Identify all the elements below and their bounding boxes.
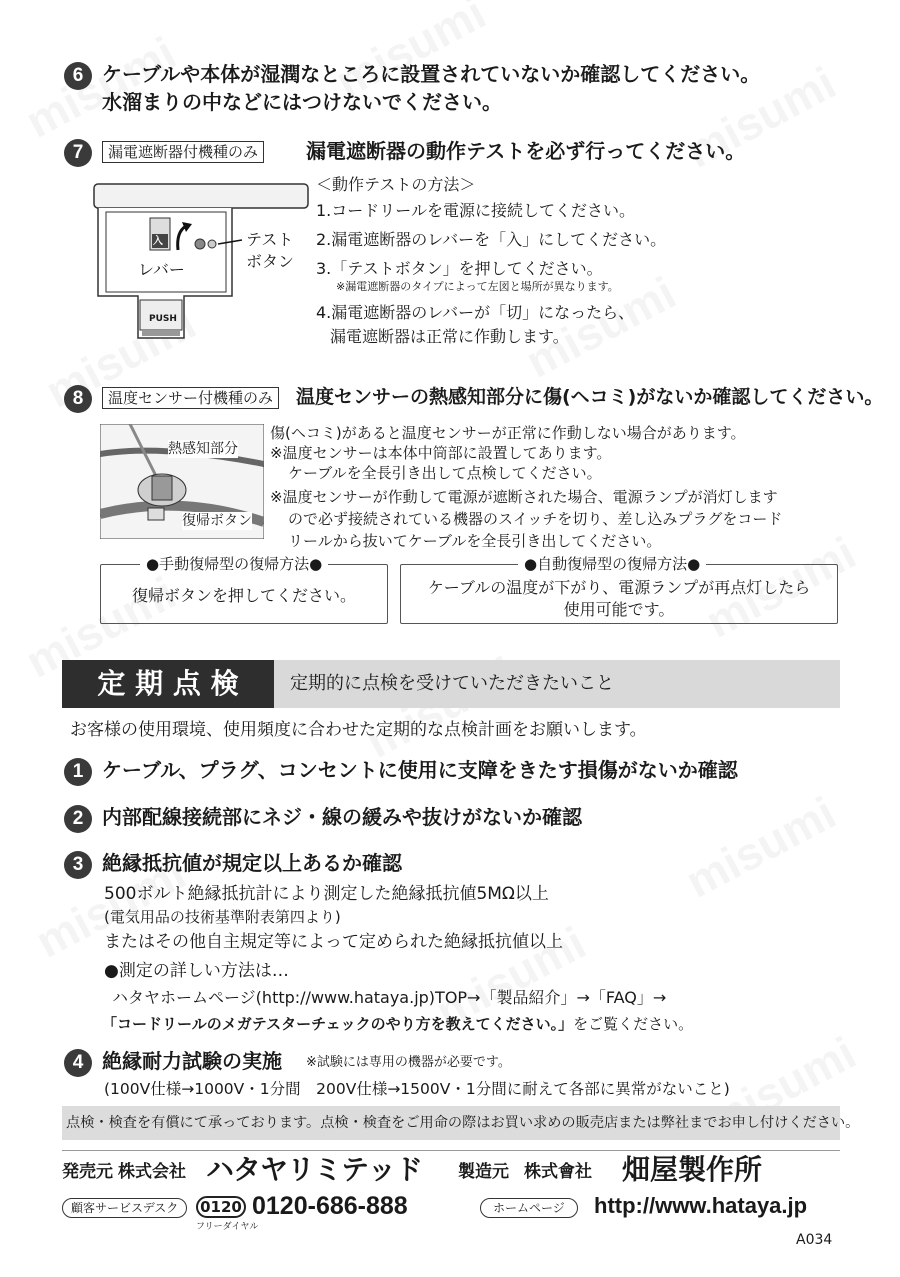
footer-divider bbox=[62, 1150, 840, 1151]
section8-para-1: 傷(ヘコミ)があると温度センサーが正常に作動しない場合があります。 bbox=[270, 424, 746, 442]
homepage-label: ホームページ bbox=[480, 1198, 578, 1218]
periodic-item-4: 絶縁耐力試験の実施 bbox=[102, 1049, 282, 1073]
maker-logo: 畑屋製作所 bbox=[622, 1153, 763, 1186]
watermark bbox=[677, 785, 845, 908]
fig-sensor-label: 熱感知部分 bbox=[168, 441, 238, 457]
section8-para-5: ので必ず接続されている機器のスイッチを切り、差し込みプラグをコード bbox=[288, 510, 783, 528]
method-title: ＜動作テストの方法＞ bbox=[316, 175, 476, 194]
section8-heading: 温度センサーの熱感知部分に傷(ヘコミ)がないか確認してください。 bbox=[296, 386, 884, 408]
periodic-item-3-line-5: ハタヤホームページ(http://www.hataya.jp)TOP→「製品紹介」→「FAQ」→ bbox=[112, 988, 667, 1007]
section8-para-3: ケーブルを全長引き出して点検してください。 bbox=[288, 464, 602, 482]
step-number-7: 7 bbox=[64, 139, 92, 167]
method-step-4a: 4.漏電遮断器のレバーが「切」になったら、 bbox=[316, 303, 635, 322]
homepage-url-link[interactable]: http://www.hataya.jp bbox=[594, 1193, 808, 1218]
periodic-item-3-line-2: (電気用品の技術基準附表第四より) bbox=[104, 908, 341, 926]
manual-reset-body: 復帰ボタンを押してください。 bbox=[131, 586, 356, 605]
periodic-item-4-line-1: (100V仕様→1000V・1分間 200V仕様→1500V・1分間に耐えて各部に異常がないこと) bbox=[104, 1080, 730, 1098]
section8-para-6: リールから抜いてケーブルを全長引き出してください。 bbox=[288, 532, 662, 550]
manual-reset-title: ●手動復帰型の復帰方法● bbox=[140, 554, 328, 574]
free-dial-caption: フリーダイヤル bbox=[196, 1222, 259, 1232]
periodic-subtitle: 定期的に点検を受けていただきたいこと bbox=[290, 673, 614, 694]
method-step-3-note: ※漏電遮断器のタイプによって左図と場所が異なります。 bbox=[336, 280, 619, 293]
periodic-number-3: 3 bbox=[64, 851, 92, 879]
method-step-1: 1.コードリールを電源に接続してください。 bbox=[316, 201, 635, 220]
seller-corp: 株式会社 bbox=[118, 1162, 186, 1182]
service-desk-label: 顧客サービスデスク bbox=[62, 1198, 187, 1218]
fig-test-label-2: ボタン bbox=[246, 252, 295, 271]
section7-tag: 漏電遮断器付機種のみ bbox=[102, 141, 264, 163]
section8-para-4: ※温度センサーが作動して電源が遮断された場合、電源ランプが消灯します bbox=[270, 488, 778, 506]
fig-lever-label: レバー bbox=[138, 260, 185, 279]
fig-in-label: 入 bbox=[153, 236, 163, 247]
periodic-item-3-line-4: ●測定の詳しい方法は… bbox=[104, 961, 289, 981]
fig-reset-label: 復帰ボタン bbox=[182, 513, 252, 529]
periodic-title: 定 期 点 検 bbox=[62, 660, 274, 708]
method-step-4b: 漏電遮断器は正常に作動します。 bbox=[330, 327, 569, 346]
section8-para-2: ※温度センサーは本体中筒部に設置してあります。 bbox=[270, 444, 612, 462]
section7-heading: 漏電遮断器の動作テストを必ず行ってください。 bbox=[306, 139, 746, 163]
auto-reset-body-1: ケーブルの温度が下がり、電源ランプが再点灯したら bbox=[427, 578, 811, 597]
faq-see-text: をご覧ください。 bbox=[573, 1015, 694, 1033]
periodic-item-3-line-1: 500ボルト絶縁抵抗計により測定した絶縁抵抗値5MΩ以上 bbox=[104, 884, 549, 904]
periodic-number-1: 1 bbox=[64, 758, 92, 786]
method-step-2: 2.漏電遮断器のレバーを「入」にしてください。 bbox=[316, 230, 667, 249]
seller-label: 発売元 bbox=[62, 1162, 113, 1182]
periodic-number-2: 2 bbox=[64, 805, 92, 833]
periodic-item-3: 絶縁抵抗値が規定以上あるか確認 bbox=[102, 851, 402, 875]
maker-label: 製造元 bbox=[458, 1162, 509, 1182]
auto-reset-body-2: 使用可能です。 bbox=[563, 600, 675, 619]
auto-reset-title: ●自動復帰型の復帰方法● bbox=[518, 554, 706, 574]
fig-test-label-1: テスト bbox=[246, 230, 294, 249]
method-step-3: 3.「テストボタン」を押してください。 bbox=[316, 259, 603, 278]
periodic-number-4: 4 bbox=[64, 1049, 92, 1077]
paid-inspection-text: 点検・検査を有償にて承っております。点検・検査をご用命の際はお買い求めの販売店または弊社までお申し付けください。 bbox=[66, 1115, 860, 1131]
fig-push-label: PUSH bbox=[149, 314, 177, 324]
periodic-intro: お客様の使用環境、使用頻度に合わせた定期的な点検計画をお願いします。 bbox=[70, 720, 647, 740]
periodic-item-1: ケーブル、プラグ、コンセントに使用に支障をきたす損傷がないか確認 bbox=[102, 758, 738, 782]
section6-line1: ケーブルや本体が湿潤なところに設置されていないか確認してください。 bbox=[102, 62, 761, 86]
seller-logo: ハタヤリミテッド bbox=[206, 1153, 423, 1186]
step-number-8: 8 bbox=[64, 385, 92, 413]
section8-tag: 温度センサー付機種のみ bbox=[102, 387, 279, 409]
document-code: A034 bbox=[796, 1232, 833, 1248]
maker-corp: 株式會社 bbox=[524, 1162, 592, 1182]
periodic-item-2: 内部配線接続部にネジ・線の緩みや抜けがないか確認 bbox=[102, 805, 582, 829]
periodic-item-3-line-6 bbox=[102, 1012, 693, 1036]
faq-link-text: 「コードリールのメガテスターチェックのやり方を教えてください。」 bbox=[102, 1015, 574, 1033]
free-dial-logo: 0120 bbox=[196, 1196, 246, 1218]
periodic-item-4-note: ※試験には専用の機器が必要です。 bbox=[306, 1055, 511, 1070]
phone-number: 0120-686-888 bbox=[252, 1192, 408, 1220]
periodic-item-3-line-3: またはその他自主規定等によって定められた絶縁抵抗値以上 bbox=[104, 932, 563, 952]
step-number-6: 6 bbox=[64, 62, 92, 90]
section6-line2: 水溜まりの中などにはつけないでください。 bbox=[102, 90, 502, 114]
